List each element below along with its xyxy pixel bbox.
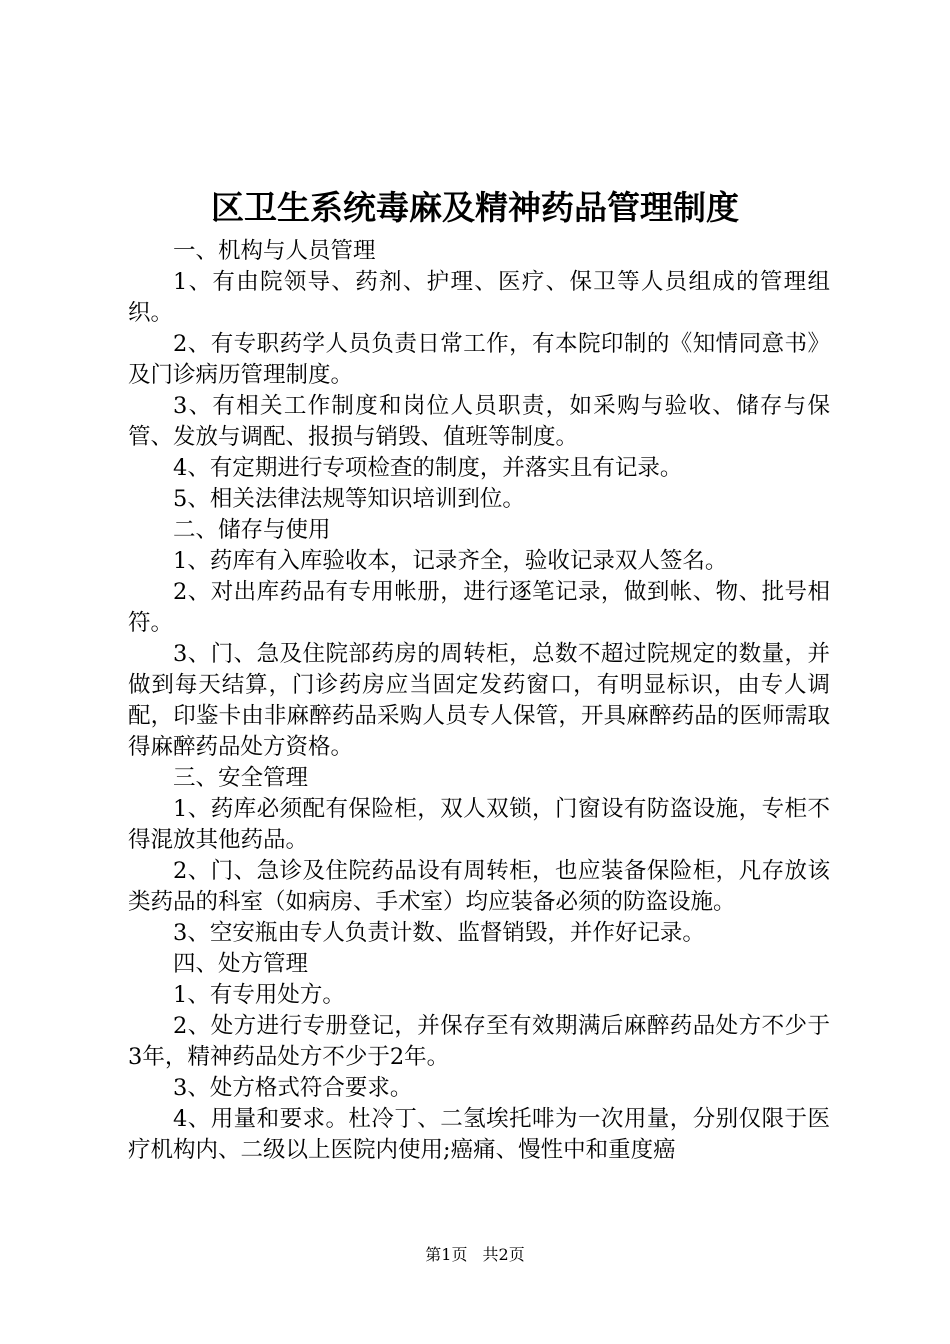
section-heading-1: 一、机构与人员管理 — [173, 238, 376, 264]
page-footer — [0, 1244, 950, 1266]
paragraph: 2、门、急诊及住院药品设有周转柜，也应装备保险柜，凡存放该类药品的科室（如病房、手术室）均应装备必须的防盗设施。 — [128, 858, 830, 915]
paragraph: 2、处方进行专册登记，并保存至有效期满后麻醉药品处方不少于3年，精神药品处方不少于2年。 — [128, 1013, 830, 1070]
paragraph: 3、处方格式符合要求。 — [173, 1075, 413, 1101]
page-number: 第1页 — [425, 1245, 468, 1264]
paragraph: 1、药库必须配有保险柜，双人双锁，门窗设有防盗设施，专柜不得混放其他药品。 — [128, 796, 830, 853]
document-title: 区卫生系统毒麻及精神药品管理制度 — [211, 188, 739, 227]
paragraph: 4、用量和要求。杜冷丁、二氢埃托啡为一次用量，分别仅限于医疗机构内、二级以上医院内使用;癌痛、慢性中和重度癌 — [128, 1106, 830, 1163]
page-total: 共2页 — [482, 1245, 525, 1264]
section-heading-3: 三、安全管理 — [173, 765, 309, 791]
paragraph: 3、有相关工作制度和岗位人员职责，如采购与验收、储存与保管、发放与调配、报损与销毁、值班等制度。 — [128, 393, 830, 450]
paragraph: 4、有定期进行专项检查的制度，并落实且有记录。 — [173, 455, 683, 481]
section-heading-4: 四、处方管理 — [173, 951, 309, 977]
paragraph: 2、有专职药学人员负责日常工作，有本院印制的《知情同意书》及门诊病历管理制度。 — [128, 331, 830, 388]
section-heading-2: 二、储存与使用 — [173, 517, 331, 543]
paragraph: 1、有由院领导、药剂、护理、医疗、保卫等人员组成的管理组织。 — [128, 269, 830, 326]
paragraph: 2、对出库药品有专用帐册，进行逐笔记录，做到帐、物、批号相符。 — [128, 579, 830, 636]
paragraph: 3、门、急及住院部药房的周转柜，总数不超过院规定的数量，并做到每天结算，门诊药房应当固定发药窗口，有明显标识，由专人调配，印鉴卡由非麻醉药品采购人员专人保管，开具麻醉药品的医师需取得麻醉药品处方资格。 — [128, 641, 830, 760]
document-body — [128, 236, 830, 1166]
paragraph: 1、药库有入库验收本，记录齐全，验收记录双人签名。 — [173, 548, 728, 574]
paragraph: 3、空安瓶由专人负责计数、监督销毁，并作好记录。 — [173, 920, 705, 946]
paragraph: 5、相关法律法规等知识培训到位。 — [173, 486, 525, 512]
paragraph: 1、有专用处方。 — [173, 982, 345, 1008]
